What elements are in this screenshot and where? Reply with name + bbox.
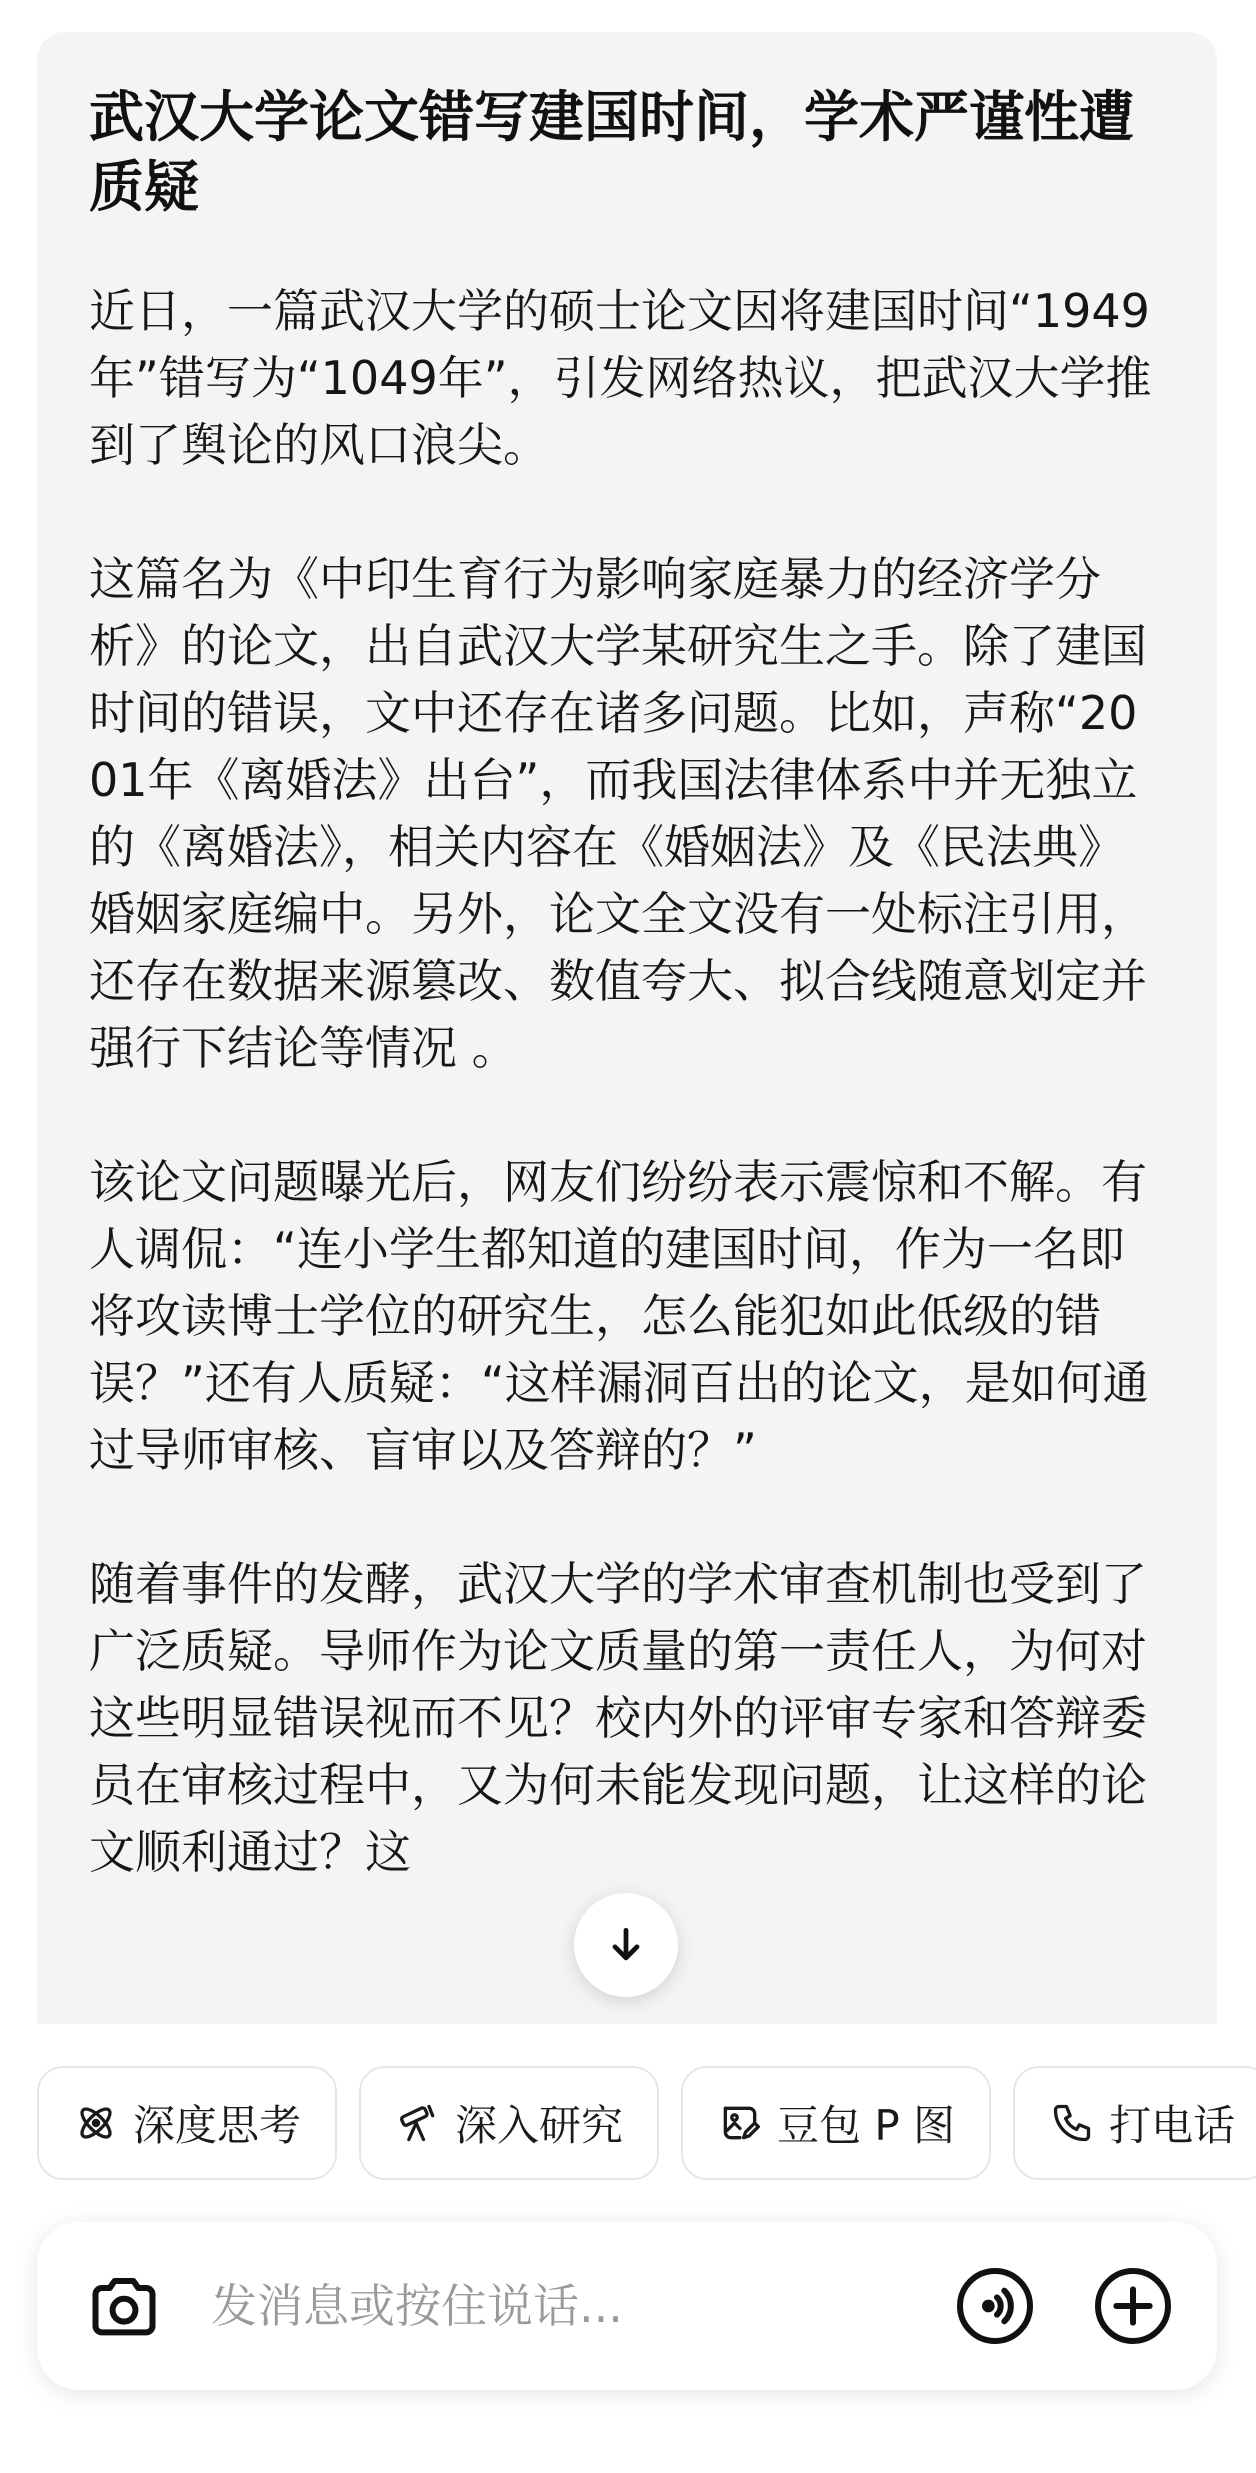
chip-deep-research[interactable] [359, 2066, 659, 2180]
chip-label: 打电话 [1109, 2101, 1236, 2150]
chip-label: 深入研究 [455, 2101, 624, 2150]
article-title: 武汉大学论文错写建国时间，学术严谨性遭质疑 [89, 85, 1135, 219]
ai-response-card [37, 32, 1217, 2024]
scroll-to-bottom-button[interactable] [574, 1893, 678, 1997]
article-paragraph-4: 随着事件的发酵，武汉大学的学术审查机制也受到了广泛质疑。导师作为论文质量的第一责任人，为何对这些明显错误视而不见？校内外的评审专家和答辩委员在审核过程中，又为何未能发现问题，让这样的论文顺利通过？这 [89, 1557, 1147, 1879]
arrow-down-icon [604, 1923, 648, 1967]
plus-icon [1093, 2266, 1173, 2346]
quick-action-chips [37, 2066, 1256, 2184]
chip-image-edit[interactable] [681, 2066, 991, 2180]
chip-deep-thinking[interactable] [37, 2066, 337, 2180]
article-paragraph-1: 近日，一篇武汉大学的硕士论文因将建国时间“1949年”错写为“1049年”，引发网络热议，把武汉大学推到了舆论的风口浪尖。 [89, 284, 1152, 472]
chip-label: 深度思考 [133, 2101, 302, 2150]
chip-phone-call[interactable] [1013, 2066, 1256, 2180]
message-input[interactable] [211, 2262, 771, 2350]
chip-label: 豆包 P 图 [777, 2101, 956, 2150]
telescope-icon [395, 2100, 441, 2146]
atom-icon [73, 2100, 119, 2146]
voice-button[interactable] [955, 2266, 1035, 2346]
image-edit-icon [717, 2100, 763, 2146]
add-button[interactable] [1093, 2266, 1173, 2346]
voice-icon [955, 2266, 1035, 2346]
camera-button[interactable] [85, 2268, 163, 2346]
article-paragraph-3: 该论文问题曝光后，网友们纷纷表示震惊和不解。有人调侃：“连小学生都知道的建国时间，作为一名即将攻读博士学位的研究生，怎么能犯如此低级的错误？”还有人质疑：“这样漏洞百出的论文，是如何通过导师审核、盲审以及答辩的？” [89, 1155, 1149, 1477]
message-composer [37, 2222, 1217, 2390]
camera-icon [86, 2269, 162, 2345]
article-paragraph-2: 这篇名为《中印生育行为影响家庭暴力的经济学分析》的论文，出自武汉大学某研究生之手。除了建国时间的错误，文中还存在诸多问题。比如，声称“2001年《离婚法》出台”，而我国法律体系中并无独立的《离婚法》，相关内容在《婚姻法》及《民法典》婚姻家庭编中。另外，论文全文没有一处标注引用，还存在数据来源篡改、数值夸大、拟合线随意划定并强行下结论等情况 。 [89, 552, 1147, 1075]
phone-icon [1049, 2100, 1095, 2146]
